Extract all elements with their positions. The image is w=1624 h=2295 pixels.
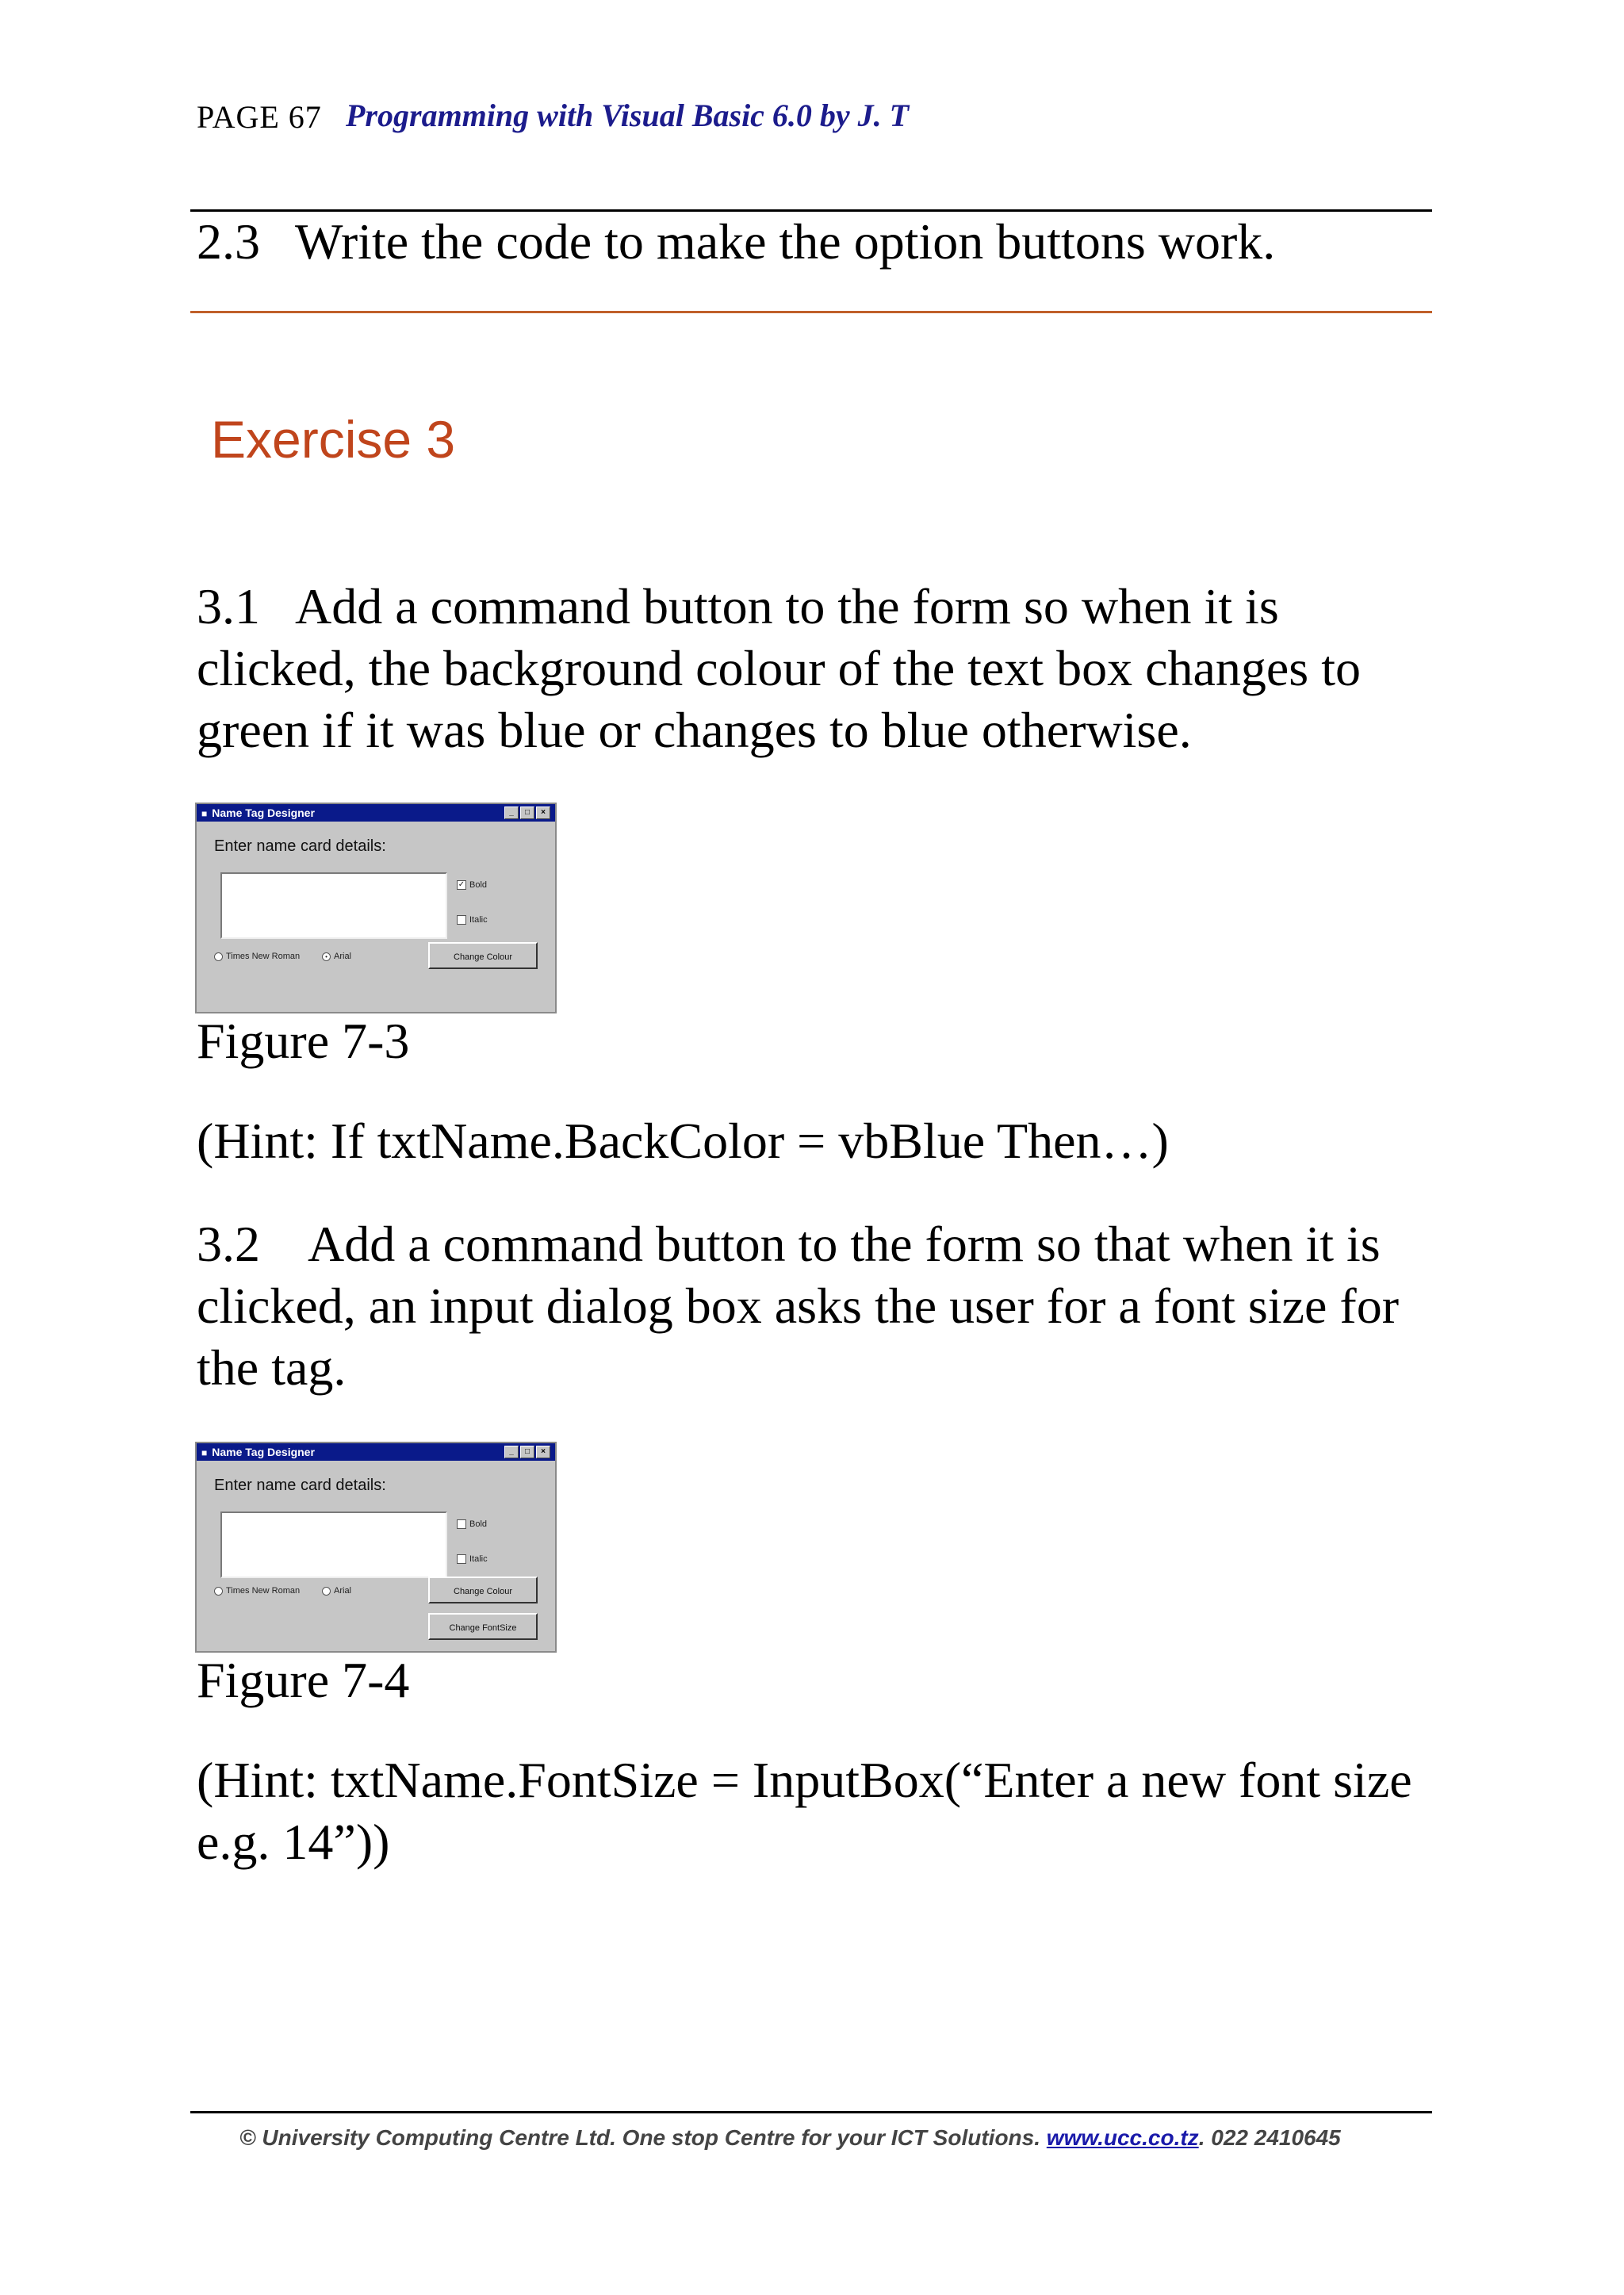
checkbox-icon [457, 1519, 466, 1529]
question-text: Add a command button to the form so that when it is clicked, an input dialog box asks the user for a font size for the tag. [197, 1216, 1399, 1396]
question-number: 3.1 [197, 578, 260, 634]
hint-2: (Hint: txtName.FontSize = InputBox(“Enter a new font size e.g. 14”)) [197, 1752, 1412, 1870]
checkbox-checked-icon: ✓ [458, 880, 465, 889]
figure-7-3-caption: Figure 7-3 [197, 1013, 410, 1069]
bold-label: Bold [469, 880, 488, 890]
maximize-icon[interactable]: □ [520, 807, 534, 819]
maximize-icon[interactable]: □ [520, 1446, 534, 1458]
footer-divider [190, 2111, 1432, 2113]
window-title: Name Tag Designer [212, 1446, 315, 1458]
footer-phone: . 022 2410645 [1198, 2125, 1341, 2150]
question-number: 3.2 [197, 1216, 260, 1272]
close-icon[interactable]: × [536, 1446, 550, 1458]
times-radio[interactable] [214, 952, 300, 961]
italic-label: Italic [469, 1554, 488, 1564]
arial-radio[interactable] [322, 1586, 351, 1596]
footer-website-link[interactable]: www.ucc.co.tz [1046, 2125, 1199, 2150]
arial-label: Arial [334, 1586, 352, 1596]
bold-checkbox[interactable] [457, 1519, 487, 1529]
form-label: Enter name card details: [214, 1477, 386, 1494]
italic-checkbox[interactable] [457, 915, 488, 925]
checkbox-icon [457, 915, 466, 925]
arial-label: Arial [334, 952, 352, 961]
change-colour-button[interactable]: Change Colour [428, 1577, 538, 1603]
orange-divider [190, 311, 1432, 313]
minimize-icon[interactable]: _ [504, 1446, 519, 1458]
form-label: Enter name card details: [214, 837, 386, 855]
radio-selected-icon: • [322, 952, 331, 961]
question-3-1 [197, 576, 1434, 761]
footer [239, 2125, 1341, 2151]
book-title: Programming with Visual Basic 6.0 by J. T [346, 98, 910, 133]
radio-icon [214, 1587, 223, 1596]
minimize-icon[interactable]: _ [504, 807, 519, 819]
app-icon: ■ [201, 1447, 208, 1458]
window-titlebar [197, 1443, 555, 1461]
checkbox-icon [457, 1554, 466, 1564]
times-label: Times New Roman [226, 952, 301, 961]
bold-label: Bold [469, 1519, 488, 1529]
change-fontsize-button[interactable]: Change FontSize [428, 1613, 538, 1640]
italic-label: Italic [469, 915, 488, 925]
times-label: Times New Roman [226, 1586, 301, 1596]
bold-checkbox[interactable] [457, 880, 487, 890]
window-title: Name Tag Designer [212, 807, 315, 819]
figure-7-3-window [195, 803, 557, 1013]
arial-radio[interactable] [322, 952, 351, 961]
question-text: Add a command button to the form so when it is clicked, the background colour of the text box changes to green if it was blue or changes to blue otherwise. [197, 578, 1361, 758]
radio-icon [322, 1587, 331, 1596]
section-text: Write the code to make the option buttons work. [295, 213, 1276, 270]
name-textbox[interactable] [220, 872, 447, 939]
times-radio[interactable] [214, 1586, 300, 1596]
radio-icon [214, 952, 223, 961]
app-icon: ■ [201, 808, 208, 819]
close-icon[interactable]: × [536, 807, 550, 819]
italic-checkbox[interactable] [457, 1554, 488, 1564]
name-textbox[interactable] [220, 1511, 447, 1578]
exercise-heading: Exercise 3 [211, 410, 456, 469]
figure-7-4-window [195, 1442, 557, 1653]
section-2-3 [197, 211, 1275, 273]
change-colour-button[interactable]: Change Colour [428, 942, 538, 969]
section-number: 2.3 [197, 213, 260, 270]
page-number: PAGE 67 [197, 99, 322, 135]
footer-copyright: © University Computing Centre Ltd. One stop Centre for your ICT Solutions. [239, 2125, 1041, 2150]
figure-7-4-caption: Figure 7-4 [197, 1652, 410, 1708]
window-titlebar [197, 804, 555, 822]
hint-1: (Hint: If txtName.BackColor = vbBlue Then…) [197, 1113, 1169, 1169]
question-3-2 [197, 1213, 1434, 1399]
